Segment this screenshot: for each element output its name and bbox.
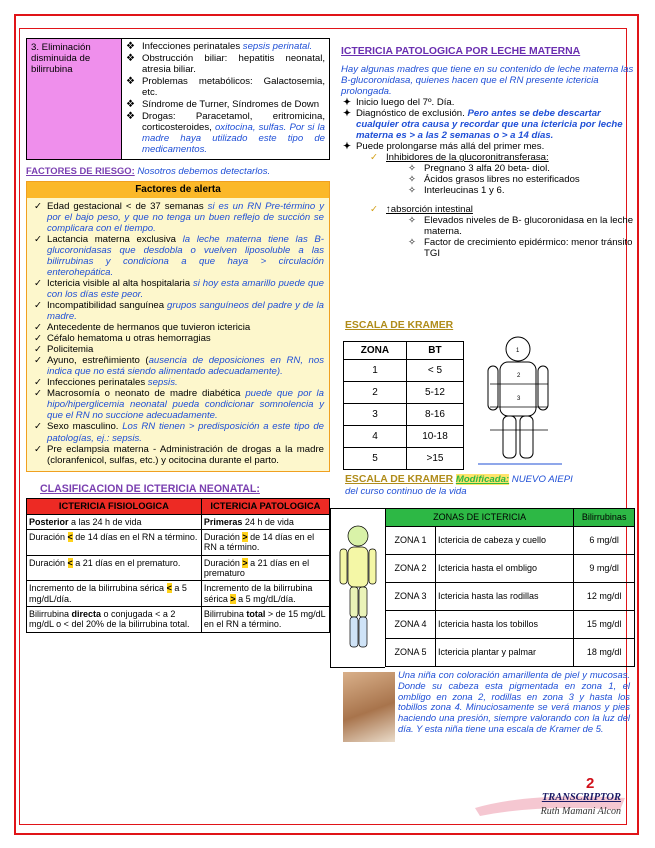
diamond-icon: ❖ [126,41,135,52]
star-diamond-icon: ✧ [408,185,417,197]
table-row: 2 5-12 [344,382,464,404]
photo-caption: Una niña con coloración amarillenta de piel y mucosas. Donde su cabeza esta pigmentada en zona 1, el ombligo en zona 2, rodillas en zona 3 y hasta los tobillos zona 4. Minuciosamente se verá manos y pies haciendo una presión, siempre valorando con la luz del día. Y esta niña tiene una escala de Kramer de 5. [398,669,630,735]
table-row: ZONA 4 Ictericia hasta los tobillos 15 mg/dl [386,611,635,639]
check-icon: ✓ [34,443,43,455]
check-icon: ✓ [370,152,379,164]
list-item: ✓ Infecciones perinatales sepsis. [34,377,178,389]
transcriptor-credit: TRANSCRIPTOR Ruth Mamani Alcon [540,792,621,818]
list-item: ✧ Pregnano 3 alfa 20 beta- diol. [408,163,550,175]
alert-factors-list [32,201,324,466]
table-row: 5 >15 [344,448,464,470]
list-item: ✓ ↑absorción intestinal ✧ Elevados niveles de B- glucoronidasa en la leche materna. ✧ Factor de crecimiento epidérmico: menor tránsito TGI [370,204,634,260]
table-row: ZONA 5 Ictericia plantar y palmar 18 mg/dl [386,639,635,667]
list-item: ✓ Pre eclampsia materna - Administración de drogas a la madre (cloranfenicol, sulfas, etc.) y ocitocina durante el parto. [34,443,324,466]
table-row: ZONA 1 Ictericia de cabeza y cuello 6 mg/dl [386,527,635,555]
diamond-icon: ❖ [126,53,135,65]
list-item: ✓ Ayuno, estreñimiento (ausencia de deposiciones en RN, nos indica que no está siendo alimentado adecuadamente). [34,355,324,378]
list-item: ✧ Elevados niveles de B- glucoronidasa en la leche materna. [408,215,634,238]
table-row: 4 10-18 [344,426,464,448]
baby-photo [343,672,395,742]
list-item: ✦ Puede prolongarse más allá del primer mes. ✓ Inhibidores de la glucoronitransferasa: ✧ Pregnano 3 alfa 20 beta- diol. ✧ Ácidos grasos libres no esterificados ✧ Interleucinas 1 y 6. ✓ ↑absorción intestinal ✧ Elevados niveles de B- glucoronidasa en la leche materna. ✧ Factor de crecimiento epidérmico: menor tránsito TGI [343,141,634,260]
check-icon: ✓ [34,355,43,367]
list-item: ✧ Interleucinas 1 y 6. [408,185,505,197]
list-item: ✦ Diagnóstico de exclusión. Pero antes se debe descartar cualquier otra causa y recordar que una ictericia por leche materna es > a las 2 semanas o > a 14 días. [343,108,623,142]
check-icon: ✓ [34,278,43,290]
list-item: ✓ Sexo masculino. Los RN tienen > predisposición a este tipo de patologías, ej.: sepsis. [34,421,325,444]
kramer-table: ZONA BT 1 < 5 2 5-12 3 8-16 4 10-18 5 >15 [343,341,464,470]
risk-heading: FACTORES DE RIESGO: Nosotros debemos detectarlos. [26,165,271,178]
star-diamond-icon: ✧ [408,215,417,227]
left-column [26,38,331,633]
col-physiological: ICTERICIA FISIOLOGICA [27,498,202,514]
zones-figure-cell [330,508,385,668]
star-diamond-icon: ✧ [408,174,417,186]
check-icon: ✓ [34,377,43,389]
check-icon: ✓ [34,300,43,312]
list-item: ✧ Ácidos grasos libres no esterificados [408,174,580,186]
check-icon: ✓ [34,322,43,334]
list-item: ❖ Problemas metabólicos: Galactosemia, etc. [126,76,325,99]
diamond-icon: ❖ [126,99,135,111]
list-item: ❖ Obstrucción biliar: hepatitis neonatal, atresia biliar. [126,53,325,76]
elimination-list [126,41,325,155]
check-icon: ✓ [34,388,43,400]
check-icon: ✓ [34,344,43,356]
svg-text:3: 3 [517,396,521,402]
table-row: ZONA 2 Ictericia hasta el ombligo 9 mg/dl [386,555,635,583]
milk-title: ICTERICIA PATOLOGICA POR LECHE MATERNA [341,46,581,57]
table-row: 1 < 5 [344,360,464,382]
check-icon: ✓ [34,233,43,245]
table-row: 3 8-16 [344,404,464,426]
list-item: ✓ Céfalo hematoma u otras hemorragias [34,333,211,345]
list-item: ✓ Inhibidores de la glucoronitransferasa: ✧ Pregnano 3 alfa 20 beta- diol. ✧ Ácidos grasos libres no esterificados ✧ Interleucinas 1 y 6. [370,152,635,196]
table-row: Duración < a 21 días en el prematuro. Duración > a 21 días en el prematuro [27,555,330,581]
list-item: ✓ Incompatibilidad sanguínea grupos sanguíneos del padre y de la madre. [34,300,324,323]
kramer-modified-title: ESCALA DE KRAMER Modificada: NUEVO AIEPI del curso continuo de la vida [345,474,573,497]
list-item: ✓ Ictericia visible al alta hospitalaria si hoy esta amarillo puede que con los días este peor. [34,278,324,301]
milk-list [341,97,635,259]
list-item: ✧ Factor de crecimiento epidérmico: menor tránsito TGI [408,237,633,260]
list-item: ✓ Edad gestacional < de 37 semanas si es un RN Pre-término y por el bajo peso, y que no tenga un buen reflejo de succión se complicara con el tiempo. [34,200,324,234]
list-item: ❖ Infecciones perinatales sepsis perinatal. [126,41,313,52]
baby-figure-small [331,509,386,667]
alert-factors-box [26,181,330,471]
baby-zones-figure [470,332,570,467]
table-row: Duración < de 14 días en el RN a término. Duración > de 14 días en el RN a término. [27,529,330,555]
check-icon: ✓ [34,200,43,212]
kramer-title: ESCALA DE KRAMER [345,320,454,331]
diamond-icon: ❖ [126,76,135,88]
table-row: Incremento de la bilirrubina sérica < a 5 mg/dL/día. Incremento de la bilirrubina sérica > a 5 mg/dL/día. [27,581,330,607]
check-icon: ✓ [34,421,43,433]
elimination-label: 3. Eliminación disminuida de bilirrubina [27,39,122,160]
right-column [341,38,635,259]
diamond-icon: ❖ [126,111,135,123]
table-row: Posterior a las 24 h de vida Primeras 24 h de vida [27,514,330,529]
alert-factors-title: Factores de alerta [27,182,329,198]
classification-title: CLASIFICACION DE ICTERICIA NEONATAL: [40,482,260,495]
svg-text:1: 1 [516,348,520,354]
milk-intro: Hay algunas madres que tiene en su contenido de leche materna las B-glucoronidasa, quienes hacen que el RN presente ictericia prolongada. [341,63,634,98]
elimination-table [26,38,330,160]
list-item: ✓ Macrosomía o neonato de madre diabética puede que por la hipo/hiperglicemia neonatal pueda condicionar somnolencia y que el RN no succione adecuadamente. [34,388,324,422]
star-diamond-icon: ✧ [408,163,417,175]
svg-text:2: 2 [517,373,521,379]
list-item: ❖ Síndrome de Turner, Síndromes de Down [126,99,320,111]
table-row: Bilirrubina directa o conjugada < a 2 mg/dL o < del 20% de la bilirrubina total. Bilirrubina total > de 15 mg/dL en el RN a término. [27,606,330,632]
list-item: ❖ Drogas: Paracetamol, eritromicina, corticosteroides, oxitocina, sulfas. Por si la madre haya utilizado este tipo de medicamentos. [126,111,325,156]
list-item: ✓ Policitemia [34,344,94,356]
zones-table: ZONAS DE ICTERICIA Bilirrubinas ZONA 1 Ictericia de cabeza y cuello 6 mg/dl ZONA 2 Ictericia hasta el ombligo 9 mg/dl ZONA 3 Ictericia hasta las rodillas 12 mg/dl ZONA 4 Ictericia hasta los tobillos 15 mg/dl ZONA 5 Ictericia plantar y palmar 18 mg/dl [385,508,635,667]
check-icon: ✓ [370,204,379,216]
page-number: 2 [586,775,595,792]
list-item: ✦ Inicio luego del 7º. Día. [343,97,455,109]
star-diamond-icon: ✧ [408,237,417,249]
list-item: ✓ Lactancia materna exclusiva la leche materna tiene las B-glucoronidasas que desdobla o vuelven liposoluble a las bilirrubinas y condiciona a que haya > circulación enterohepática. [34,233,324,279]
col-pathological: ICTERICIA PATOLOGICA [201,498,329,514]
table-row: ZONA 3 Ictericia hasta las rodillas 12 mg/dl [386,583,635,611]
check-icon: ✓ [34,333,43,345]
classification-table [26,498,330,633]
list-item: ✓ Antecedente de hermanos que tuvieron ictericia [34,322,251,334]
